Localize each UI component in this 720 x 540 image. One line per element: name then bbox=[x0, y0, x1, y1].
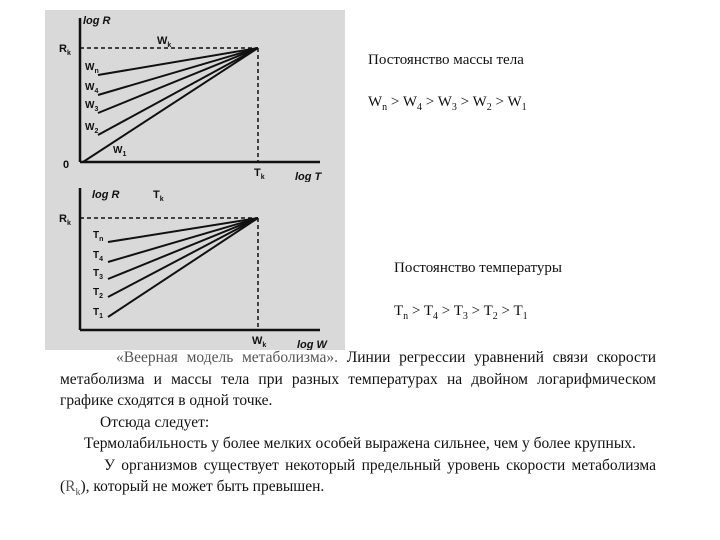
figure-top-origin-label: 0 bbox=[63, 159, 70, 171]
figure-bottom-background bbox=[45, 182, 345, 350]
figure-top-svg bbox=[45, 10, 345, 182]
figure-top-x-marker-label: $T_k$ bbox=[254, 167, 265, 181]
figure-top-line-label-w2: $W_2$ bbox=[85, 122, 99, 135]
figure-bottom-line-label-t3: $T_3$ bbox=[93, 268, 104, 281]
paragraph-limit-level: У организмов существует некоторый предельный уровень скорости метаболизма $(R_k)$, который не может быть превышен. bbox=[60, 456, 656, 499]
figure-top-fan-top-label: $W_k$ bbox=[157, 35, 172, 49]
caption-top-title: Постоянство массы тела bbox=[368, 52, 524, 68]
figure-bottom-rk-label: $R_k$ bbox=[59, 213, 71, 227]
figure-bottom-line-label-t4: $T_4$ bbox=[93, 250, 104, 263]
figure-bottom-metabolic-fan bbox=[45, 182, 345, 350]
paragraph-thermolability: Термолабильность у более мелких особей выражена сильнее, чем у более крупных. bbox=[84, 435, 636, 452]
figure-top-line-label-wn: $W_n$ bbox=[85, 62, 99, 75]
caption-top-order: $W_n > W_4 > W_3 > W_2 > W_1$ bbox=[368, 94, 527, 113]
figure-bottom-line-label-tn: $T_n$ bbox=[93, 230, 104, 243]
paragraph-conclusion-intro: Отсюда следует: bbox=[100, 413, 210, 431]
figure-bottom-fan-top-label: $T_k$ bbox=[153, 189, 164, 203]
figure-top-background bbox=[45, 10, 345, 182]
paragraph-model: «Веерная модель метаболизма». Линии регрессии уравнений связи скорости метаболизма и массы тела при разных температурах на двойном логарифмическом графике сходятся в одной точке. bbox=[60, 349, 656, 409]
figure-bottom-x-marker-label: $W_k$ bbox=[252, 335, 267, 349]
model-name: «Веерная модель метаболизма». bbox=[116, 349, 339, 366]
figure-top-line-label-w1: $W_1$ bbox=[113, 145, 127, 158]
figure-top-x-axis-label: log T bbox=[295, 171, 322, 182]
figure-bottom-line-label-t1: $T_1$ bbox=[93, 307, 104, 320]
figure-bottom-line-label-t2: $T_2$ bbox=[93, 287, 104, 300]
figure-bottom-svg bbox=[45, 182, 345, 350]
rk-symbol: $R_k$ bbox=[65, 478, 81, 499]
figure-bottom-y-axis-label: log R bbox=[92, 189, 120, 201]
figure-top-line-label-w4: $W_4$ bbox=[85, 82, 99, 95]
figure-bottom-x-axis-label: log W bbox=[297, 339, 327, 350]
figure-top-metabolic-fan bbox=[45, 10, 345, 182]
caption-bottom-title: Постоянство температуры bbox=[394, 260, 562, 276]
figure-top-line-label-w3: $W_3$ bbox=[85, 100, 99, 113]
figure-top-y-axis-label: log R bbox=[83, 15, 111, 27]
explanation-text bbox=[60, 347, 656, 504]
figure-top-rk-label: $R_k$ bbox=[59, 43, 71, 57]
caption-bottom-order: $T_n > T_4 > T_3 > T_2 > T_1$ bbox=[394, 303, 528, 322]
